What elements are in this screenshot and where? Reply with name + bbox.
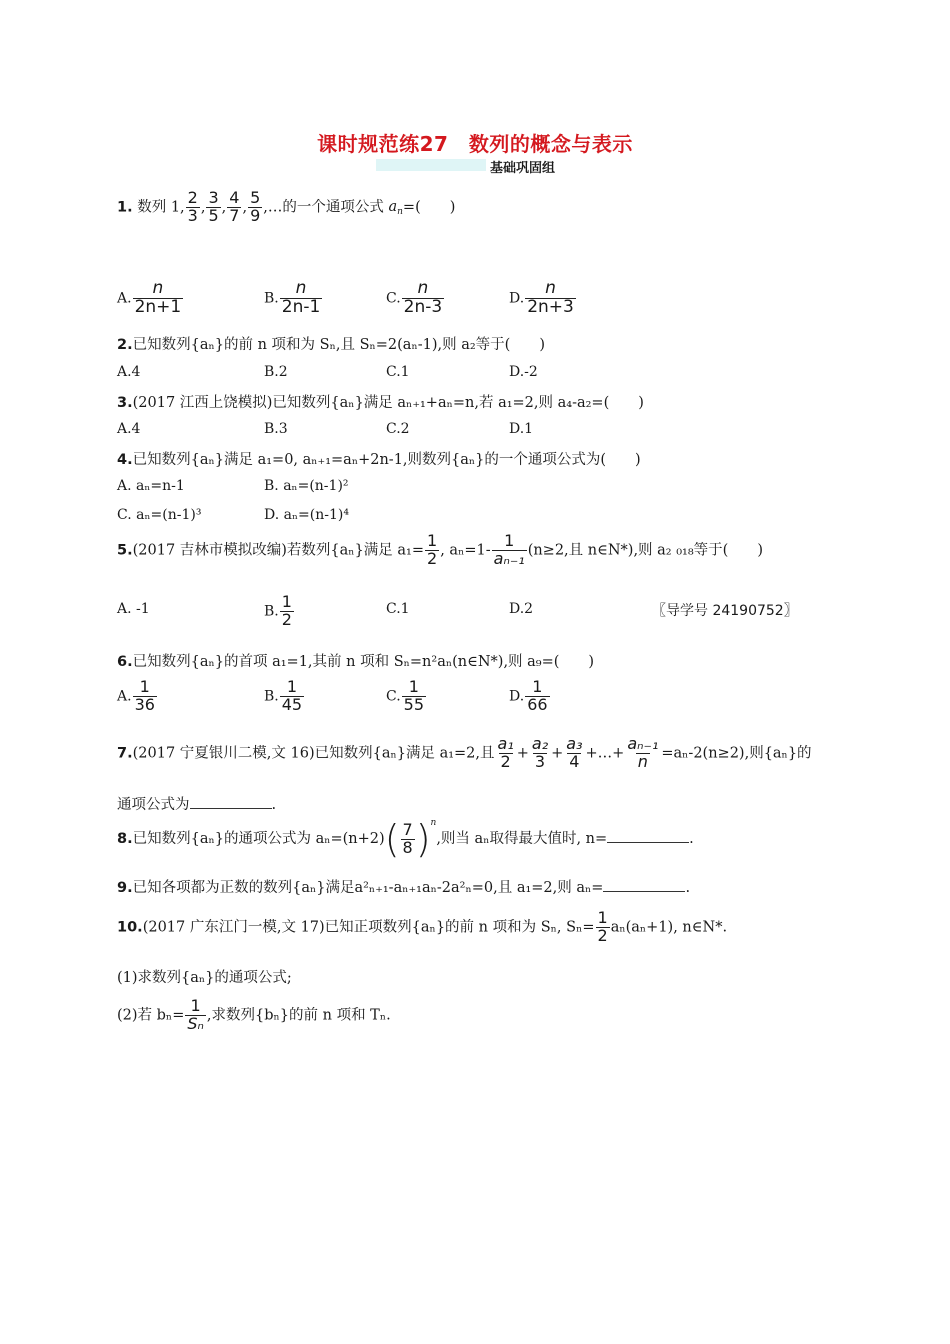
option-b[interactable]: B.3 xyxy=(264,421,288,437)
question-7: 7.(2017 宁夏银川二模,文 16)已知数列{aₙ}满足 a₁=2,且 $\frac{\text{a₁}}{2}$ + $\frac{\text{a₂}}{3}$ + $\frac{\text{a₃}}{4}$ +…+ $\frac{\text{aₙ₋₁}}{n}$ =aₙ-2(n≥2),则{aₙ}的 xyxy=(117,734,812,771)
question-text: =( ) xyxy=(402,199,456,216)
question-10-part2: (2)若 bₙ= $\frac{1}{\text{Sₙ}}$ ,求数列{bₙ}的前 n 项和 Tₙ. xyxy=(117,996,391,1033)
question-number: 1. xyxy=(117,199,133,216)
option-a[interactable]: A. aₙ=n-1 xyxy=(117,478,185,494)
section-subtitle: 基础巩固组 xyxy=(490,161,556,176)
option-c[interactable]: C. aₙ=(n-1)³ xyxy=(117,507,202,523)
fraction: $\frac{5}{9}$ xyxy=(250,188,261,225)
option-c[interactable]: C.2 xyxy=(386,421,410,437)
question-9: 9.已知各项都为正数的数列{aₙ}满足a²ₙ₊₁-aₙ₊₁aₙ-2a²ₙ=0,且 a₁=2,则 aₙ= . xyxy=(117,880,691,896)
option-d[interactable]: D. $\frac{n}{2n+3}$ xyxy=(509,278,574,317)
option-c[interactable]: C. $\frac{1}{55}$ xyxy=(386,677,425,714)
option-a[interactable]: A.4 xyxy=(117,421,141,437)
question-text: 数列 1, xyxy=(137,199,185,216)
question-1: 1. 数列 1, $\frac{2}{3}$ , $\frac{3}{5}$ , $\frac{4}{7}$ , $\frac{5}{9}$ ,…的一个通项公式 $a_n=$( ) xyxy=(117,188,456,225)
option-a[interactable]: A.4 xyxy=(117,364,141,380)
option-b[interactable]: B. $\frac{1}{2}$ xyxy=(264,592,292,629)
fraction: $\frac{2}{3}$ xyxy=(187,188,198,225)
question-3: 3.(2017 江西上饶模拟)已知数列{aₙ}满足 aₙ₊₁+aₙ=n,若 a₁=2,则 a₄-a₂=( ) xyxy=(117,395,644,411)
option-a[interactable]: A. $\frac{n}{2n+1}$ xyxy=(117,278,182,317)
option-b[interactable]: B. $\frac{1}{45}$ xyxy=(264,677,303,714)
option-c[interactable]: C. $\frac{n}{2n-3}$ xyxy=(386,278,443,317)
question-text: ,…的一个通项公式 xyxy=(263,199,389,216)
question-2: 2.已知数列{aₙ}的前 n 项和为 Sₙ,且 Sₙ=2(aₙ-1),则 a₂等于( ) xyxy=(117,337,545,353)
option-d[interactable]: D.1 xyxy=(509,421,534,437)
option-b[interactable]: B. aₙ=(n-1)² xyxy=(264,478,349,494)
question-5: 5.(2017 吉林市模拟改编)若数列{aₙ}满足 a₁= $\frac{1}{2}$ , aₙ=1- $\frac{1}{\text{aₙ₋₁}}$ (n≥2,且 n∈N*),则 a₂ ₀₁₈等于( ) xyxy=(117,531,763,568)
option-a[interactable]: A. $\frac{1}{36}$ xyxy=(117,677,155,714)
option-c[interactable]: C.1 xyxy=(386,364,410,380)
page-title: 课时规范练27 数列的概念与表示 xyxy=(317,132,633,156)
question-7-line2: 通项公式为 . xyxy=(117,797,277,813)
question-4: 4.已知数列{aₙ}满足 a₁=0, aₙ₊₁=aₙ+2n-1,则数列{aₙ}的一个通项公式为( ) xyxy=(117,452,641,468)
answer-blank[interactable] xyxy=(607,830,689,843)
option-b[interactable]: B. $\frac{n}{2n-1}$ xyxy=(264,278,321,317)
question-8: 8.已知数列{aₙ}的通项公式为 aₙ=(n+2)( $\frac{7}{8}$ )$^n$,则当 aₙ取得最大值时, n= . xyxy=(117,817,694,861)
option-d[interactable]: D.2 xyxy=(509,601,534,617)
question-6: 6.已知数列{aₙ}的首项 a₁=1,其前 n 项和 Sₙ=n²aₙ(n∈N*),则 a₉=( ) xyxy=(117,654,595,670)
option-c[interactable]: C.1 xyxy=(386,601,410,617)
fraction: $\frac{4}{7}$ xyxy=(229,188,240,225)
option-b[interactable]: B.2 xyxy=(264,364,288,380)
answer-blank[interactable] xyxy=(603,879,685,892)
option-a[interactable]: A. -1 xyxy=(117,601,150,617)
question-10-part1: (1)求数列{aₙ}的通项公式; xyxy=(117,970,292,986)
option-d[interactable]: D. $\frac{1}{66}$ xyxy=(509,677,548,714)
question-10: 10.(2017 广东江门一模,文 17)已知正项数列{aₙ}的前 n 项和为 Sₙ, Sₙ= $\frac{1}{2}$ aₙ(aₙ+1), n∈N*. xyxy=(117,908,728,945)
option-d[interactable]: D. aₙ=(n-1)⁴ xyxy=(264,507,349,523)
answer-blank[interactable] xyxy=(190,796,272,809)
subtitle-highlight xyxy=(376,159,486,171)
fraction: $\frac{3}{5}$ xyxy=(208,188,219,225)
guide-reference: 〖导学号 24190752〗 xyxy=(652,603,798,619)
option-d[interactable]: D.-2 xyxy=(509,364,538,380)
